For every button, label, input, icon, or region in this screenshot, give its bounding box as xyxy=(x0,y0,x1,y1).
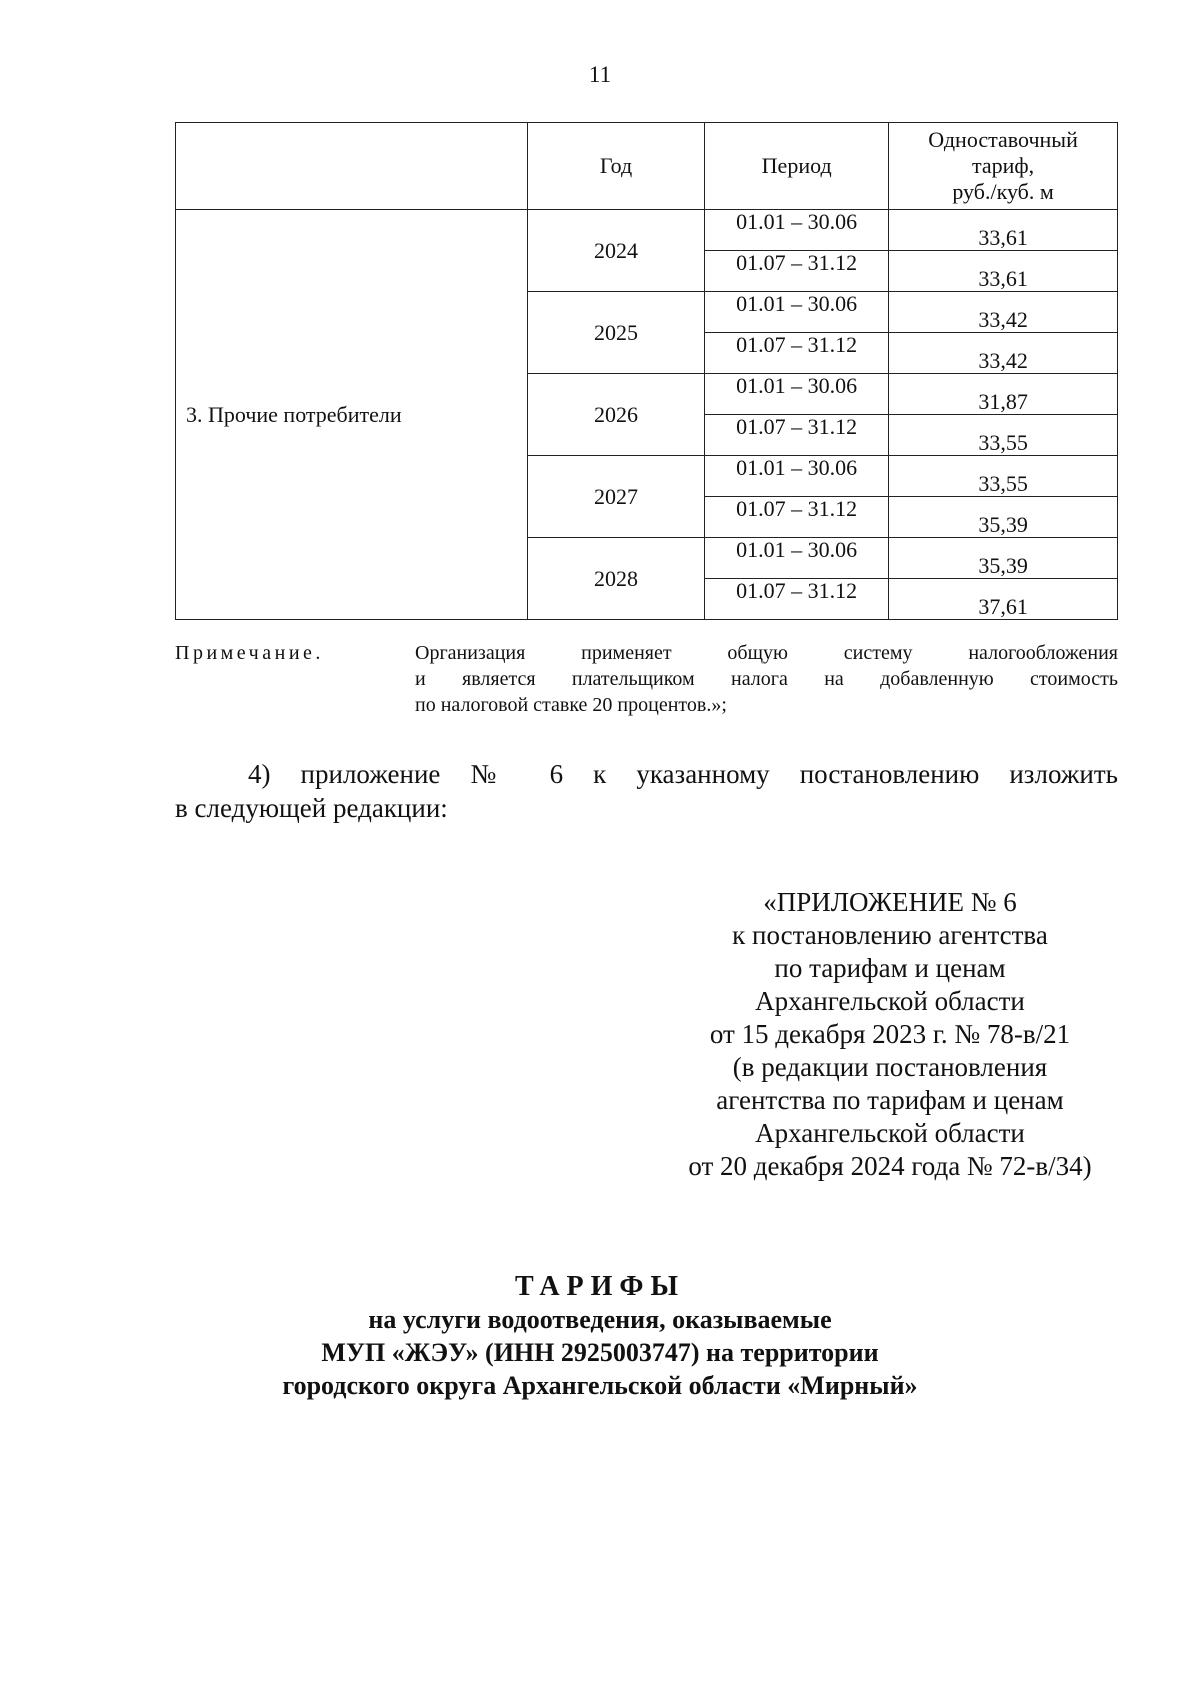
year-cell: 2026 xyxy=(527,374,704,456)
period-cell: 01.07 – 31.12 xyxy=(705,497,889,538)
title-line: МУП «ЖЭУ» (ИНН 2925003747) на территории xyxy=(321,1338,879,1367)
appendix-line: к постановлению агентства xyxy=(732,920,1048,950)
tariff-table xyxy=(175,122,1118,620)
title-main: ТАРИФЫ xyxy=(515,1271,685,1302)
year-cell: 2024 xyxy=(527,210,704,292)
period-cell: 01.01 – 30.06 xyxy=(705,538,889,579)
note-line: Организация применяет общую систему налогообложения xyxy=(415,642,1118,664)
consumer-cell: 3. Прочие потребители xyxy=(176,210,528,620)
header-period: Период xyxy=(705,123,889,210)
header-consumer xyxy=(176,123,528,210)
year-cell: 2025 xyxy=(527,292,704,374)
period-cell: 01.07 – 31.12 xyxy=(705,415,889,456)
tariff-cell: 35,39 xyxy=(889,538,1118,579)
note-line: по налоговой ставке 20 процентов.»; xyxy=(415,694,727,716)
appendix-line: от 20 декабря 2024 года № 72-в/34) xyxy=(688,1151,1092,1181)
appendix-line: (в редакции постановления xyxy=(732,1052,1048,1082)
appendix-line: «ПРИЛОЖЕНИЕ № 6 xyxy=(763,887,1017,917)
note-line: и является плательщиком налога на добавленную стоимость xyxy=(415,668,1118,690)
tariff-cell: 33,61 xyxy=(889,210,1118,251)
paragraph-line: 4) приложение № 6 к указанному постановлению изложить xyxy=(248,759,1118,789)
period-cell: 01.01 – 30.06 xyxy=(705,292,889,333)
paragraph-line: в следующей редакции: xyxy=(175,793,448,823)
year-cell: 2027 xyxy=(527,456,704,538)
tariff-cell: 37,61 xyxy=(889,579,1118,620)
page-number: 11 xyxy=(588,62,612,87)
title-line: городского округа Архангельской области «Мирный» xyxy=(282,1371,918,1400)
tariff-cell: 31,87 xyxy=(889,374,1118,415)
note-label: Примечание. xyxy=(175,642,324,664)
tariff-cell: 33,42 xyxy=(889,333,1118,374)
period-cell: 01.07 – 31.12 xyxy=(705,333,889,374)
header-tariff xyxy=(889,123,1118,210)
note-text xyxy=(415,640,1118,718)
tariff-cell: 33,55 xyxy=(889,415,1118,456)
period-cell: 01.07 – 31.12 xyxy=(705,251,889,292)
period-cell: 01.01 – 30.06 xyxy=(705,210,889,251)
appendix-line: от 15 декабря 2023 г. № 78-в/21 xyxy=(709,1019,1071,1049)
table-row xyxy=(176,210,1118,251)
appendix-line: Архангельской области xyxy=(755,1118,1025,1148)
period-cell: 01.07 – 31.12 xyxy=(705,579,889,620)
header-tariff-line: руб./куб. м xyxy=(952,179,1054,204)
period-cell: 01.01 – 30.06 xyxy=(705,374,889,415)
appendix-line: Архангельской области xyxy=(755,986,1025,1016)
year-cell: 2028 xyxy=(527,538,704,620)
table-header-row xyxy=(176,123,1118,210)
document-title xyxy=(0,1270,1200,1402)
appendix-header xyxy=(640,886,1140,1183)
header-tariff-line: Одноставочный xyxy=(928,127,1078,152)
tariff-cell: 35,39 xyxy=(889,497,1118,538)
tariff-cell: 33,42 xyxy=(889,292,1118,333)
header-year: Год xyxy=(527,123,704,210)
header-tariff-line: тариф, xyxy=(971,153,1035,178)
tariff-cell: 33,55 xyxy=(889,456,1118,497)
appendix-line: агентства по тарифам и ценам xyxy=(716,1085,1064,1115)
amendment-paragraph xyxy=(175,757,1118,825)
appendix-line: по тарифам и ценам xyxy=(774,953,1006,983)
period-cell: 01.01 – 30.06 xyxy=(705,456,889,497)
tariff-cell: 33,61 xyxy=(889,251,1118,292)
title-line: на услуги водоотведения, оказываемые xyxy=(368,1305,832,1334)
